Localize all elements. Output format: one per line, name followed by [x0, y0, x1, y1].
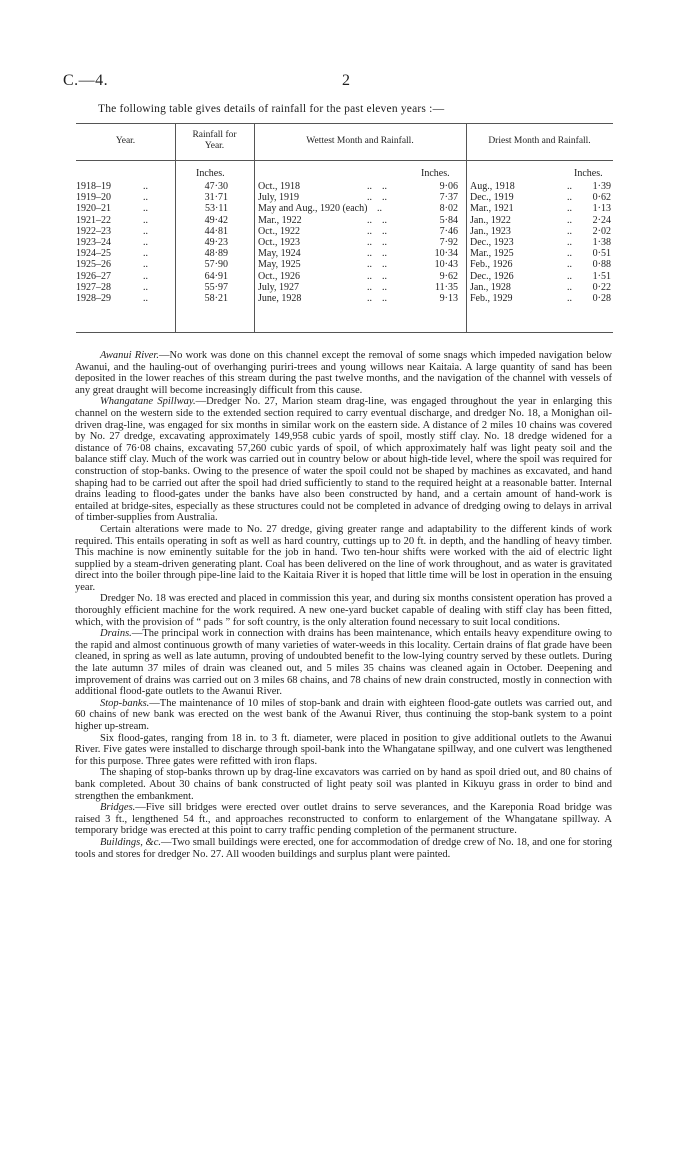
- cell-dots2: ..: [367, 203, 382, 215]
- cell-dry: Feb., 1926: [470, 259, 513, 271]
- cell-year: 1919–20: [76, 192, 111, 204]
- rainfall-table-body: [0, 181, 700, 304]
- cell-wet: Oct., 1922: [258, 225, 300, 237]
- paragraph-text: Dredger No. 18 was erected and placed in commission this year, and during six months consistent operation has proved a thoroughly efficient machine for the work required. A new one-yard bucket capable of dealing with stiff clay has been fitted, which, with the provision of “ pads ” for soft country, is the only alteration found necessary to suit local conditions.: [75, 593, 612, 628]
- cell-year: 1928–29: [76, 292, 111, 304]
- cell-dots3: ..: [567, 292, 572, 304]
- cell-dots2: .. ..: [367, 214, 387, 226]
- cell-dots1: ..: [143, 214, 148, 226]
- cell-dots2: .. ..: [367, 270, 387, 282]
- cell-wetval: 9·62: [439, 270, 458, 282]
- cell-dots3: ..: [567, 281, 572, 293]
- cell-dry: Jan., 1923: [470, 225, 511, 237]
- col-header-wettest: Wettest Month and Rainfall.: [306, 136, 414, 146]
- cell-dots3: ..: [567, 225, 572, 237]
- cell-dots3: ..: [567, 248, 572, 260]
- cell-wet: June, 1928: [258, 292, 302, 304]
- cell-rain: 57·90: [204, 259, 228, 271]
- cell-dryval: 0·62: [592, 192, 611, 204]
- cell-dots3: ..: [567, 214, 572, 226]
- cell-dots3: ..: [567, 236, 572, 248]
- cell-dry: Dec., 1923: [470, 236, 514, 248]
- cell-wet: Oct., 1923: [258, 236, 300, 248]
- col-header-rainfall-line2: Year.: [204, 141, 225, 151]
- cell-wetval: 8·02: [439, 203, 458, 215]
- cell-year: 1926–27: [76, 270, 111, 282]
- cell-dry: Mar., 1921: [470, 203, 514, 215]
- col-header-rainfall: [175, 130, 254, 152]
- cell-year: 1920–21: [76, 203, 111, 215]
- cell-dots2: .. ..: [367, 236, 387, 248]
- cell-dry: Aug., 1918: [470, 181, 515, 192]
- report-body: [75, 350, 612, 860]
- col-header-driest: Driest Month and Rainfall.: [488, 136, 591, 146]
- col-header-rainfall-line1: Rainfall for: [192, 130, 237, 140]
- cell-dots1: ..: [143, 192, 148, 204]
- cell-dots1: ..: [143, 225, 148, 237]
- paragraph: [75, 524, 612, 594]
- cell-dots1: ..: [143, 270, 148, 282]
- cell-dots1: ..: [143, 259, 148, 271]
- cell-dots1: ..: [143, 181, 148, 192]
- cell-rain: 49·42: [204, 214, 228, 226]
- table-row: [0, 192, 700, 203]
- cell-dryval: 1·38: [592, 236, 611, 248]
- cell-dryval: 1·13: [592, 203, 611, 215]
- cell-dots1: ..: [143, 236, 148, 248]
- table-row: [0, 293, 700, 304]
- table-bottom-rule: [76, 332, 613, 333]
- table-row: [0, 259, 700, 270]
- cell-wetval: 10·34: [434, 248, 458, 260]
- cell-dryval: 1·39: [592, 181, 611, 192]
- cell-dots3: ..: [567, 270, 572, 282]
- cell-wet: July, 1919: [258, 192, 300, 204]
- cell-dryval: 2·24: [592, 214, 611, 226]
- col-header-year: Year.: [115, 136, 136, 146]
- cell-dry: Mar., 1925: [470, 248, 514, 260]
- section-heading: Drains.: [100, 628, 132, 640]
- table-row: [0, 181, 700, 192]
- cell-rain: 64·91: [204, 270, 228, 282]
- cell-dryval: 1·51: [592, 270, 611, 282]
- document-code: C.—4.: [63, 72, 109, 89]
- cell-wetval: 7·37: [439, 192, 458, 204]
- cell-dryval: 0·88: [592, 259, 611, 271]
- cell-rain: 55·97: [204, 281, 228, 293]
- cell-dots2: .. ..: [367, 225, 387, 237]
- cell-dots2: .. ..: [367, 248, 387, 260]
- cell-wetval: 5·84: [439, 214, 458, 226]
- cell-dry: Dec., 1919: [470, 192, 514, 204]
- cell-dry: Feb., 1929: [470, 292, 513, 304]
- section-heading: Bridges.: [100, 802, 136, 814]
- paragraph-text: —Two small buildings were erected, one for accommodation of dredge crew of No. 18, and one for storing tools and stores for dredger No. 27. All wooden buildings and surplus plant were painted.: [75, 836, 612, 860]
- cell-dots2: .. ..: [367, 259, 387, 271]
- cell-dots1: ..: [143, 248, 148, 260]
- cell-dots3: ..: [567, 192, 572, 204]
- cell-year: 1922–23: [76, 225, 111, 237]
- paragraph-text: The shaping of stop-banks thrown up by drag-line excavators was carried on by hand as spoil dried out, and 80 chains of bank completed. About 30 chains of bank constructed of light peaty soil was planted in Kikuyu grass in order to bind and strengthen the embankment.: [75, 767, 612, 802]
- units-driest: Inches.: [574, 168, 603, 179]
- table-top-rule: [76, 123, 613, 124]
- cell-rain: 47·30: [204, 181, 228, 192]
- paragraph-text: Certain alterations were made to No. 27 dredge, giving greater range and adaptability to the different kinds of work required. This entails operating in soft as well as hard country, cuttings up to 20 ft. in depth, and the handling of heavy timber. This machine is now eminently suitable for the job in hand. Two ten-hour shifts were worked with the aid of electric light supplied by a steam-driven generating plant. Coal has been delivered on the line of work throughout, and as water is gravitated direct into the boiler through pipe-line laid to the Kaitaia River it is hoped that little time will be lost in operation in the ensuing year.: [75, 523, 612, 593]
- paragraph-text: —Dredger No. 27, Marion steam drag-line, was engaged throughout the year in enlarging this channel on the western side to the extended section required to carry eventual discharge, and dredger No. 18, a Monighan oil-driven drag-line, was engaged for six months in similar work on the eastern side. A distance of 2 miles 10 chains was covered by No. 27 dredge, excavating approximately 149,958 cubic yards of spoil, mostly stiff clay. No. 18 dredge widened for a distance of 76·08 chains, excavating 57,260 cubic yards of spoil, of which approximately half was light peaty soil and the balance stiff clay. Much of the work was carried out in country below or about high-tide level, where the spoil was required for construction of stop-banks. Owing to the presence of water the spoil could not be shaped by machines as excavated, and hand shaping had to be carried out after the spoil had dried sufficiently to stand to the required height at a reasonable batter. Internal drains leading to flood-gates under the banks have also been constructed by hand, and a certain amount of hand-work is entailed at bridge-sites, especially as these structures could not be completed in advance of dredging owing to delays in arrival of timber-supplies from Australia.: [75, 396, 612, 524]
- cell-rain: 44·81: [204, 225, 228, 237]
- cell-wetval: 9·13: [439, 292, 458, 304]
- cell-wetval: 10·43: [434, 259, 458, 271]
- cell-year: 1927–28: [76, 281, 111, 293]
- paragraph: [75, 350, 612, 396]
- cell-dryval: 2·02: [592, 225, 611, 237]
- table-row: [0, 248, 700, 259]
- cell-rain: 58·21: [204, 292, 228, 304]
- cell-dots1: ..: [143, 203, 148, 215]
- paragraph-text: Six flood-gates, ranging from 18 in. to 3 ft. diameter, were placed in position to give additional outlets to the Awanui River. Five gates were installed to discharge through spoil-bank into the Whangatane spillway, and one culvert was lengthened for this purpose. Three gates were refitted with iron flaps.: [75, 732, 612, 767]
- section-heading: Whangatane Spillway.: [100, 396, 196, 408]
- paragraph: [75, 628, 612, 698]
- paragraph-text: —The principal work in connection with drains has been maintenance, which entails heavy expenditure owing to the rapid and almost continuous growth of many varieties of water-weeds in this locality. Certain drains of flat grade have been cleaned, in spring as well as late autumn, proving of undoubted benefit to the low-lying country served by these outlets. During the late autumn 37 miles of drain was cleaned out, and 5 miles 35 chains was cleaned again in October. Deepening and improvement of drains was carried out on 3 miles 68 chains, and 78 chains of new drain constructed, mostly in connection with additional flood-gate outlets to the Awanui River.: [75, 628, 612, 698]
- section-heading: Stop-banks.: [100, 697, 150, 709]
- paragraph-text: —The maintenance of 10 miles of stop-bank and drain with eighteen flood-gate outlets was carried out, and 60 chains of new bank was erected on the west bank of the Awanui River, thus continuing the stop-bank system to a point higher up-stream.: [75, 697, 612, 732]
- cell-dots2: .. ..: [367, 292, 387, 304]
- paragraph: [75, 396, 612, 524]
- page-number: 2: [342, 72, 350, 89]
- units-rainfall: Inches.: [196, 168, 225, 179]
- cell-dots3: ..: [567, 259, 572, 271]
- paragraph: [75, 767, 612, 802]
- cell-dry: Jan., 1928: [470, 281, 511, 293]
- table-row: [0, 226, 700, 237]
- cell-wetval: 11·35: [435, 281, 458, 293]
- paragraph-text: —Five sill bridges were erected over outlet drains to serve severances, and the Kareponia Road bridge was raised 3 ft., lengthened 54 ft., and approaches reconstructed to conform to enlargement of the Whangatane spillway. A temporary bridge was erected at this point to carry traffic pending completion of the permanent structure.: [75, 802, 612, 837]
- cell-rain: 49·23: [204, 236, 228, 248]
- paragraph: [75, 698, 612, 733]
- cell-dots2: .. ..: [367, 192, 387, 204]
- cell-dots1: ..: [143, 292, 148, 304]
- paragraph-text: —No work was done on this channel except the removal of some snags which impeded navigation below Awanui, and the hauling-out of overhanging puriri-trees and young willows near Kaitaia. A large quantity of sand has been deposited in the lower reaches of this stream during the past twelve months, and the navigation of the channel with vessels of any great draught will become increasingly difficult from this cause.: [75, 350, 612, 396]
- cell-year: 1925–26: [76, 259, 111, 271]
- cell-year: 1924–25: [76, 248, 111, 260]
- units-wettest: Inches.: [421, 168, 450, 179]
- cell-year: 1921–22: [76, 214, 111, 226]
- cell-wetval: 9·06: [439, 181, 458, 192]
- cell-wetval: 7·46: [439, 225, 458, 237]
- cell-wet: May, 1925: [258, 259, 301, 271]
- paragraph: [75, 733, 612, 768]
- cell-rain: 31·71: [204, 192, 228, 204]
- cell-dryval: 0·22: [592, 281, 611, 293]
- cell-wet: Oct., 1926: [258, 270, 300, 282]
- table-header-rule: [76, 160, 613, 161]
- table-row: [0, 282, 700, 293]
- paragraph: [75, 802, 612, 837]
- table-row: [0, 237, 700, 248]
- paragraph: [75, 837, 612, 860]
- cell-wet: Mar., 1922: [258, 214, 302, 226]
- section-heading: Awanui River.: [100, 350, 159, 361]
- cell-wet: May and Aug., 1920 (each): [258, 203, 368, 215]
- section-heading: Buildings, &c.: [100, 836, 162, 848]
- table-intro: The following table gives details of rainfall for the past eleven years :—: [98, 103, 445, 115]
- cell-rain: 48·89: [204, 248, 228, 260]
- cell-rain: 53·11: [205, 203, 228, 215]
- cell-dry: Dec., 1926: [470, 270, 514, 282]
- cell-dryval: 0·28: [592, 292, 611, 304]
- table-row: [0, 215, 700, 226]
- cell-dots2: .. ..: [367, 181, 387, 192]
- cell-year: 1923–24: [76, 236, 111, 248]
- cell-dry: Jan., 1922: [470, 214, 511, 226]
- cell-dots3: ..: [567, 181, 572, 192]
- cell-dots1: ..: [143, 281, 148, 293]
- paragraph: [75, 593, 612, 628]
- cell-wetval: 7·92: [439, 236, 458, 248]
- table-row: [0, 203, 700, 214]
- cell-wet: May, 1924: [258, 248, 301, 260]
- cell-dots3: ..: [567, 203, 572, 215]
- cell-dots2: .. ..: [367, 281, 387, 293]
- cell-year: 1918–19: [76, 181, 111, 192]
- cell-wet: July, 1927: [258, 281, 300, 293]
- cell-dryval: 0·51: [592, 248, 611, 260]
- table-row: [0, 271, 700, 282]
- cell-wet: Oct., 1918: [258, 181, 300, 192]
